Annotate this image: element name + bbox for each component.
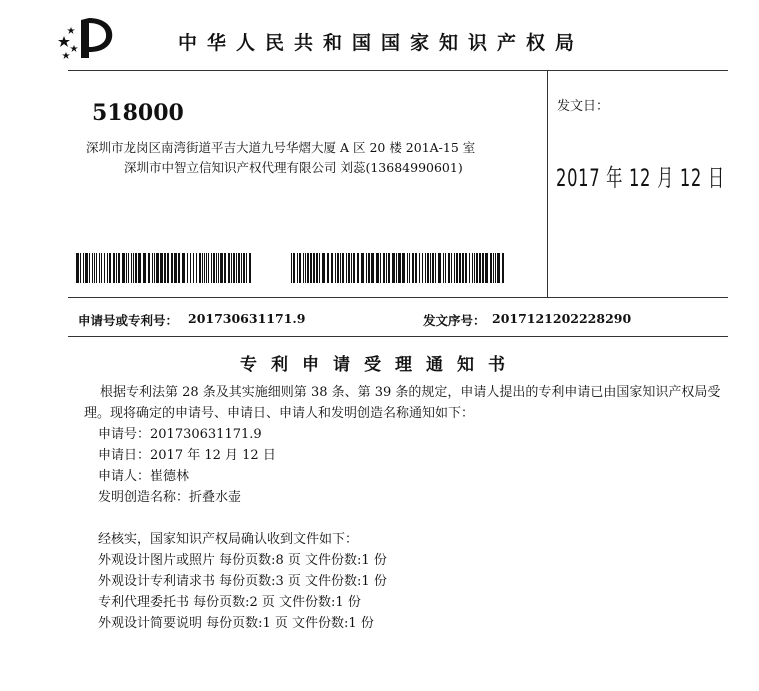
field-invention-title: 发明创造名称：折叠水壶 — [98, 490, 242, 505]
cnipa-emblem-logo — [54, 14, 118, 62]
recipient-agent: 深圳市中智立信知识产权代理有限公司 刘蕊(13684990601) — [124, 160, 463, 175]
received-document-item: 外观设计专利请求书 每份页数:3 页 文件份数:1 份 — [98, 574, 387, 589]
application-number: 201730631171.9 — [188, 311, 306, 326]
received-document-item: 外观设计简要说明 每份页数:1 页 文件份数:1 份 — [98, 616, 374, 631]
middle-divider — [68, 297, 728, 298]
field-applicant: 申请人：崔德林 — [98, 469, 190, 484]
barcode-right — [291, 253, 507, 283]
document-number-label: 发文序号： — [423, 313, 486, 328]
notice-body — [84, 382, 730, 634]
received-documents-intro: 经核实，国家知识产权局确认收到文件如下： — [98, 532, 359, 547]
intro-paragraph: 根据专利法第 28 条及其实施细则第 38 条、第 39 条的规定，申请人提出的专利申请已由国家知识产权局受理。现将确定的申请号、申请日、申请人和发明创造名称通知如下： — [84, 385, 721, 421]
barcode-left — [76, 253, 252, 283]
issue-date-label: 发文日： — [557, 99, 610, 114]
recipient-address: 深圳市龙岗区南湾街道平吉大道九号华熠大厦 A 区 20 楼 201A-15 室 — [86, 140, 476, 155]
application-number-label: 申请号或专利号： — [78, 313, 179, 328]
document-number: 2017121202228290 — [492, 311, 632, 326]
vertical-divider — [547, 71, 548, 297]
office-name: 中华人民共和国国家知识产权局 — [178, 32, 585, 54]
field-application-number: 申请号：201730631171.9 — [98, 427, 262, 442]
lower-divider — [68, 336, 728, 337]
received-document-item: 外观设计图片或照片 每份页数:8 页 文件份数:1 份 — [98, 553, 387, 568]
top-divider — [68, 70, 728, 71]
field-application-date: 申请日：2017 年 12 月 12 日 — [98, 448, 276, 463]
received-document-item: 专利代理委托书 每份页数:2 页 文件份数:1 份 — [98, 595, 361, 610]
issue-date: 2017 年 12 月 12 日 — [556, 164, 725, 192]
postal-code: 518000 — [92, 100, 184, 126]
document-title: 专利申请受理通知书 — [240, 355, 519, 375]
spacer — [84, 508, 730, 529]
